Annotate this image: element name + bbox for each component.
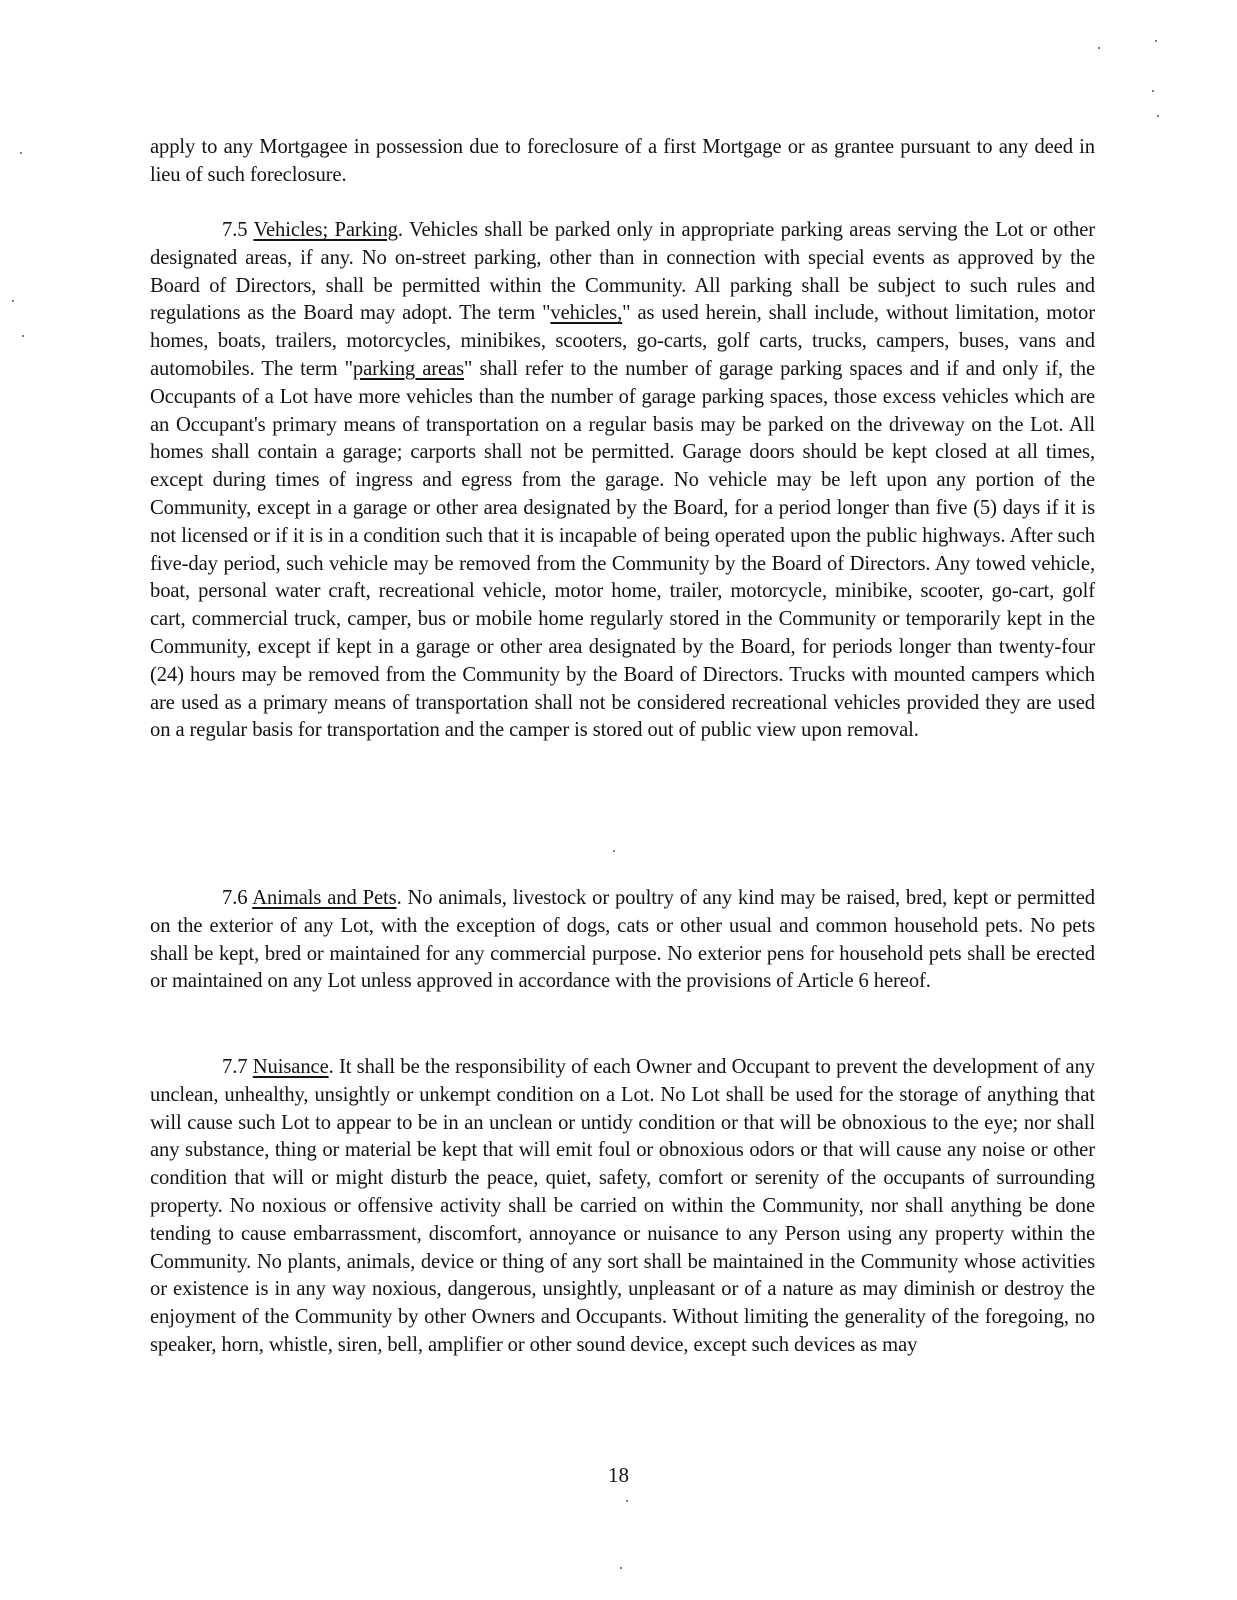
- section-7-7-paragraph: [150, 1054, 1095, 1360]
- section-7-5-heading: Vehicles; Parking: [253, 219, 398, 241]
- term-parking-areas: parking areas: [352, 357, 465, 380]
- scan-speck: [1157, 115, 1159, 117]
- section-7-7-number: 7.7: [222, 1056, 248, 1078]
- section-7-6-text: . No animals, livestock or poultry of any kind may be raised, bred, kept or permitted on the exterior of any Lot, with the exception of dogs, cats or other usual and common household pets. No pets shall be kept, bred or maintained for any commercial purpose. No exterior pens for household pets shall be erected or maintained on any Lot unless approved in accordance with the provisions of Article 6 hereof.: [150, 887, 1095, 993]
- section-7-6-paragraph: [150, 885, 1095, 996]
- section-7-7-text: . It shall be the responsibility of each Owner and Occupant to prevent the development of any unclean, unhealthy, unsightly or unkempt condition on a Lot. No Lot shall be used for the storage of anything that will cause such Lot to appear to be in an unclean or untidy condition or that will be obnoxious to the eye; nor shall any substance, thing or material be kept that will emit foul or obnoxious odors or that will cause any noise or other condition that will or might disturb the peace, quiet, safety, comfort or serenity of the occupants of surrounding property. No noxious or offensive activity shall be carried on within the Community, nor shall anything be done tending to cause embarrassment, discomfort, annoyance or nuisance to any Person using any property within the Community. No plants, animals, device or thing of any sort shall be maintained in the Community whose activities or existence is in any way noxious, dangerous, unsightly, unpleasant or of a nature as may diminish or destroy the enjoyment of the Community by other Owners and Occupants. Without limiting the generality of the foregoing, no speaker, horn, whistle, siren, bell, amplifier or other sound device, except such devices as may: [150, 1056, 1095, 1356]
- section-7-6-number: 7.6: [222, 887, 248, 909]
- intro-text: apply to any Mortgagee in possession due to foreclosure of a first Mortgage or as grantee pursuant to any deed in lieu of such foreclosure.: [150, 136, 1095, 186]
- section-7-7-heading: Nuisance: [252, 1056, 329, 1078]
- section-7-5-text-part3: " shall refer to the number of garage parking spaces and if and only if, the Occupants of a Lot have more vehicles than the number of garage parking spaces, those excess vehicles which are an Occupant's primary means of transportation on a regular basis may be parked on the driveway on the Lot. All homes shall contain a garage; carports shall not be permitted. Garage doors should be kept closed at all times, except during times of ingress and egress from the garage. No vehicle may be left upon any portion of the Community, except in a garage or other area designated by the Board, for a period longer than five (5) days if it is not licensed or if it is in a condition such that it is incapable of being operated upon the public highways. After such five-day period, such vehicle may be removed from the Community by the Board of Directors. Any towed vehicle, boat, personal water craft, recreational vehicle, motor home, trailer, motorcycle, minibike, scooter, go-cart, golf cart, commercial truck, camper, bus or mobile home regularly stored in the Community or temporarily kept in the Community, except if kept in a garage or other area designated by the Board, for periods longer than twenty-four (24) hours may be removed from the Community by the Board of Directors. Trucks with mounted campers which are used as a primary means of transportation shall not be considered recreational vehicles provided they are used on a regular basis for transportation and the camper is stored out of public view upon removal.: [150, 357, 1095, 742]
- section-7-5-text-part1: . Vehicles shall be parked only in appropriate parking areas serving the Lot or other designated areas, if any. No on-street parking, other than in connection with special events as approved by the Board of Directors, shall be permitted within the Community. All parking shall be subject to such rules and regulations as the Board may adopt. The term ": [150, 219, 1095, 325]
- page-number: 18: [608, 1463, 629, 1487]
- scan-speck: [12, 300, 14, 302]
- scan-speck: [620, 1567, 622, 1569]
- section-7-5-number: 7.5: [222, 219, 248, 241]
- scan-speck: [626, 1500, 628, 1502]
- scan-speck: [20, 152, 22, 154]
- section-7-5-text-part2: " as used herein, shall include, without limitation, motor homes, boats, trailers, motorcycles, minibikes, scooters, go-carts, golf carts, trucks, campers, buses, vans and automobiles. The term ": [150, 302, 1095, 380]
- section-7-6-heading: Animals and Pets: [252, 887, 397, 909]
- scan-speck: [1098, 47, 1100, 49]
- scan-speck: [1152, 90, 1154, 92]
- section-7-5-paragraph: [150, 217, 1095, 745]
- scan-speck: [22, 335, 24, 337]
- intro-paragraph: [150, 134, 1095, 190]
- scan-speck: [613, 850, 615, 852]
- scan-speck: [1155, 40, 1157, 42]
- term-vehicles: vehicles,: [550, 302, 623, 325]
